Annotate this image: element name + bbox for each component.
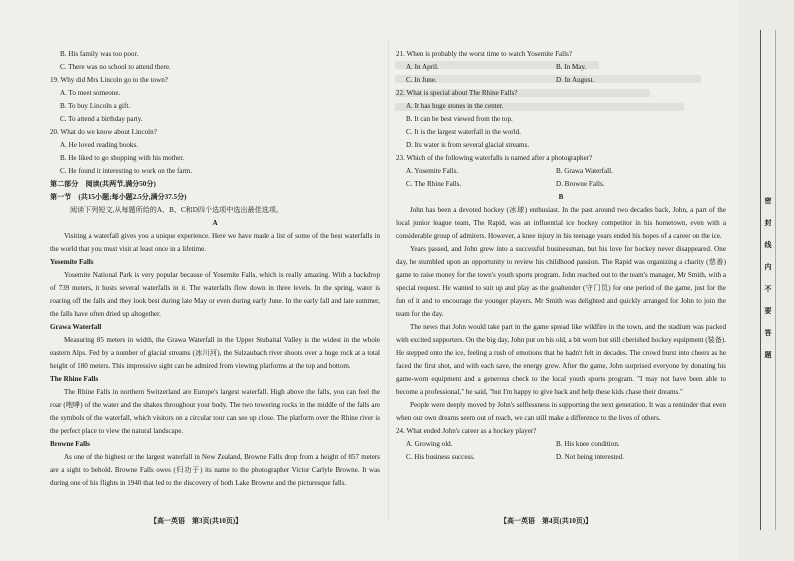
page-footer-right: 【高一英语 第4页(共10页)】	[500, 517, 593, 525]
option: B. His knee condition.	[556, 440, 620, 448]
section-heading: 第一节 (共15小题;每小题2.5分,满分37.5分)	[50, 193, 187, 201]
text-line: 19. Why did Mrs Lincoln go to the town?	[50, 76, 168, 84]
section-heading: The Rhine Falls	[50, 375, 99, 383]
text-line: C. To attend a birthday party.	[60, 115, 143, 123]
passage-paragraph: Yosemite National Park is very popular because of Yosemite Falls, which is really amazing. With a backdrop of 739 meters, it hosts several waterfalls in it. The waterfalls flow down in three levels. In the spring, water is roaring off the falls and they look best during late May or even during early June. In the early fall and late summer, the falls have often dried up altogether.	[50, 271, 380, 318]
question-24-stem: 24. What ended John's career as a hockey player?	[396, 427, 537, 435]
passage-paragraph: Years passed, and John grew into a successful businessman, but his love for hockey never disappeared. One day, he stumbled upon an opportunity to review his childhood passion. The Rapid was organizing a charity (慈善) game to raise money for the town's youth sports program. John reached out to the team's manager, Mr Smith, with a special request. He wanted to suit up and play as the goaltender (守门员) for one period of the game, just for the fun of it and to encourage the younger players. Mr Smith was delighted and quickly arranged for John to join the team for the day.	[396, 245, 726, 318]
option: A. It has huge stones in the center.	[406, 102, 504, 110]
seal-line-outer	[775, 30, 776, 530]
text-line: B. His family was too poor.	[60, 50, 139, 58]
option: D. Not being interested.	[556, 453, 624, 461]
section-heading: Yosemite Falls	[50, 258, 94, 266]
option: B. Grawa Waterfall.	[556, 167, 613, 175]
text-line: 阅读下列短文,从每题所给的A、B、C和D四个选项中选出最佳选项。	[70, 206, 284, 214]
section-heading: Browne Falls	[50, 440, 90, 448]
column-divider	[388, 40, 389, 520]
question-21-options-row1	[396, 61, 726, 74]
right-column	[396, 48, 726, 464]
passage-paragraph: Visiting a waterfall gives you a unique experience. Here we have made a list of some of the best waterfalls in the world that you must visit at least once in a lifetime.	[50, 232, 380, 253]
option: D. Browne Falls.	[556, 180, 605, 188]
option: C. His business success.	[406, 453, 475, 461]
text-line: 20. What do we know about Lincoln?	[50, 128, 157, 136]
passage-paragraph: The Rhine Falls in northern Switzerland are Europe's largest waterfall. High above the falls, you can feel the roar (咆哮) of the water and the shakes throughout your body. The two towering rocks in the middle of the falls are the symbols of the waterfall, which visitors on a circular tour can see up close. The platform over the Rhine river is the perfect place to view the natural landscape.	[50, 388, 380, 435]
passage-paragraph: John has been a devoted hockey (冰球) enthusiast. In the past around two decades back, John, a part of the local junior league team, The Rapid, was an influential ice hockey competitor in his hometown, even with a considerable group of admirers. However, a knee injury in his teenage years ended his hopes of a career on the ice.	[396, 206, 726, 240]
question-21-options-row2	[396, 74, 726, 87]
text-line: A. He loved reading books.	[60, 141, 139, 149]
question-23-options-row2	[396, 178, 726, 191]
section-heading: 第二部分 阅读(共两节,满分50分)	[50, 180, 156, 188]
option: B. It can be best viewed from the top.	[406, 115, 513, 123]
question-23-stem: 23. Which of the following waterfalls is named after a photographer?	[396, 154, 593, 162]
passage-paragraph: People were deeply moved by John's selflessness in supporting the next generation. It was a reminder that even when our own dreams seem out of reach, we can still make a difference to the lives of others.	[396, 401, 726, 422]
passage-paragraph: As one of the highest or the largest waterfall in New Zealand, Browne Falls drop from a height of 857 meters are a sight to behold. Browne Falls owes (归功于) its name to the photographer Victor Carlyle Browne. It was during one of his flights in 1940 that led to the discovery of both Lake Browne and the picturesque falls.	[50, 453, 380, 487]
option: A. Growing old.	[406, 440, 453, 448]
question-23-options-row1	[396, 165, 726, 178]
left-column	[50, 48, 380, 490]
passage-paragraph: The news that John would take part in the game spread like wildfire in the town, and the stadium was packed with excited supporters. On the big day, John put on his old, a bit worn but still cherished hockey equipment (装备). He stepped onto the ice, feeling a rush of emotions that he hadn't felt in decades. The crowd burst into cheers as he faced the first shot, and with each save, the energy grew. After the game, John surprised everyone by donating his game-worn equipment and a generous check to the local youth sports program. "I may not have been able to become a professional," he said, "but I'm happy to give back and help these kids chase their dreams."	[396, 323, 726, 396]
page-footer-left: 【高一英语 第3页(共10页)】	[150, 517, 243, 525]
seal-line-notice: 密封线内不要答题	[764, 197, 772, 359]
text-line: C. There was no school to attend there.	[60, 63, 171, 71]
question-21-stem: 21. When is probably the worst time to watch Yosemite Falls?	[396, 50, 573, 58]
section-heading: A	[212, 219, 218, 227]
option: C. The Rhine Falls.	[406, 180, 462, 188]
passage-b-label: B	[558, 193, 564, 201]
question-24-options-row2	[396, 451, 726, 464]
text-line: A. To meet someone.	[60, 89, 121, 97]
option: D. Its water is from several glacial streams.	[406, 141, 530, 149]
question-22-stem: 22. What is special about The Rhine Falls?	[396, 89, 518, 97]
seal-line	[760, 30, 761, 530]
option: A. In April.	[406, 63, 439, 71]
option: D. In August.	[556, 76, 595, 84]
option: C. In June.	[406, 76, 437, 84]
option: B. In May.	[556, 63, 587, 71]
option: C. It is the largest waterfall in the world.	[406, 128, 521, 136]
text-line: C. He found it interesting to work on the farm.	[60, 167, 193, 175]
text-line: B. To buy Lincoln a gift.	[60, 102, 131, 110]
passage-paragraph: Measuring 85 meters in width, the Grawa Waterfall in the Upper Stubaital Valley is the widest in the whole eastern Alps. Fed by a number of glacial streams (冰川河), the Sulzaubach river shoots over a huge rock at a total height of 180 meters. This impressive sight can be admired from viewing platforms at the top and bottom.	[50, 336, 380, 370]
option: A. Yosemite Falls.	[406, 167, 459, 175]
section-heading: Grawa Waterfall	[50, 323, 102, 331]
question-24-options-row1	[396, 438, 726, 451]
text-line: B. He liked to go shopping with his mother.	[60, 154, 185, 162]
